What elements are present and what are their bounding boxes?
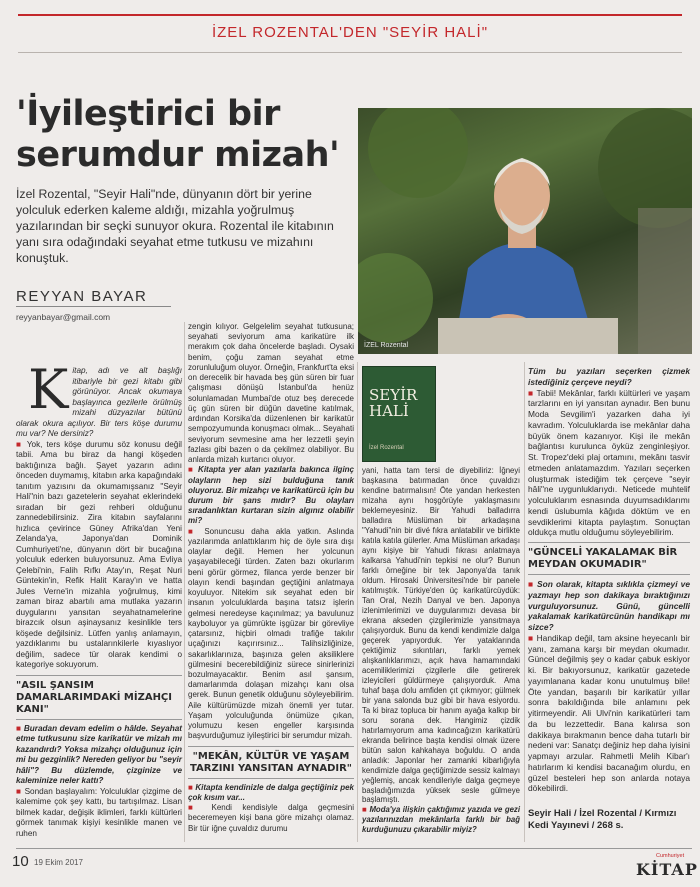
footer-divider <box>16 848 692 849</box>
answer-bullet-icon: ■ <box>16 439 27 449</box>
article-headline: 'İyileştirici bir serumdur mizah' <box>16 94 340 175</box>
question-text: Kitapta kendinizle de dalga geçtiğiniz pek çok kısım var... <box>188 782 355 802</box>
question-bullet-icon: ■ <box>362 805 370 815</box>
photo-credit: İZEL Rozental <box>364 342 409 349</box>
article-column-1 <box>16 358 182 839</box>
column-divider <box>357 362 358 842</box>
question-text: Son olarak, kitapta sıklıkla çizmeyi ve yazmayı hep son dakikaya bıraktığınızı vurguluyorsunuz. Günü, güncelli yakalamak karikatürcünün handikapı mı sizce? <box>528 579 690 632</box>
supplement-logo: KİTAP <box>636 860 698 879</box>
question-bullet-icon: ■ <box>528 579 537 589</box>
answer-text: Sondan başlayalım: Yolculuklar çizgime de kalemime çok şey kattı, bu tartışılmaz. Lisan bilmek kadar, değişik iklimleri, farklı kültürleri görmek tanımak kişiyi kesinlikle manen ve ruhen <box>16 786 182 838</box>
answer-text: Yok, ters köşe durumu söz konusu değil tabii. Ama bu biraz da hangi köşeden baktığınıza bağlı. Şayet yazarın adını önceden duymamış, kitabın arka kapağındaki tanıtım yazısını da okumamışsanız "Seyir Hali"nin bazı gazetelerin seyahat eklerindeki sıradan bir gezi rehberi olduğunu zannedebilirsiniz. Zira kitabın sayfalarını hızlıca çevirince Güney Afrika'dan Yeni Zelanda'ya, Japonya'dan Dominik Cumhuriyeti'ne, dünyanın dört bir bucağına yolculuk ederken buluyorsunuz. Ama Evliya Çelebi'nin, Falih Rıfkı Atay'ın, Reşat Nuri Güntekin'in, Refik Halit Karay'ın ve hatta Jules Verne'in mizahla yoğrulmuş, kimi zaman biraz abartılı ama mutlaka yazarın duygularını yansıtan seyahatnamelerine birazcık olsun aşinaysanız kesinlikle ters köşede değilsiniz. Lütfen yanlış anlamayın, yazdıklarımı bu ustalarınkilerle kıyaslıyor değilim, sadece tür olarak kendimi o kategoriye sokuyorum. <box>16 439 182 669</box>
question-bullet-icon: ■ <box>16 723 24 733</box>
article-column-4 <box>528 366 690 794</box>
question-text: Moda'ya ilişkin çaktığımız yazıda ve gezi yazılarınızdan mekânlarla farklı bir bağ kurduğunuzu çıkarabilir miyiz? <box>362 805 520 835</box>
answer-text: Tabii! Mekânlar, farklı kültürleri ve yaşam tarzlarını en iyi yansıtan aynadır. Ben bunu Moda Sevgilim'i yazarken daha iyi kavradım. Yolculuklarda ise mekânlar daha büyük önem kazanıyor. Kişi ile mekân bağlantısı kurulunca öyküz zenginleşiyor. St. Tropez'deki plaj ortamını, mekânı tasvir etmeden anlatamazdım. Yazıları seçerken oluşturmak istediğim tek çerçeve "seyir hâli"ne uygunluklarıydı. Neticede muhtelif yolculuklarım esnasında duyumsadıklarımı kendi üslubumla kâğıda döktüm ve en sevdiklerimi kitapta paylaştım. Sonuçtan oldukça mutlu olduğumu söyleyebilirim. <box>528 387 690 538</box>
book-title-line-2: HALİ <box>369 402 409 420</box>
author-photo <box>358 108 692 354</box>
article-deck: İzel Rozental, "Seyir Hali"nde, dünyanın dört bir yerine yolculuk ederken kaleme aldığı, mizahla yoğrulmuş yazılarından bir seçki sunuyor okura. Rozental ile kitabının yanı sıra odağındaki seyahat etme tutkusu ve mizahını konuştuk. <box>16 187 334 265</box>
page-number: 10 <box>12 853 29 870</box>
issue-date: 19 Ekim 2017 <box>34 858 83 867</box>
book-cover-title <box>369 387 417 419</box>
answer-text: yani, hatta tam tersi de diyebiliriz: İğneyi başkasına batırmadan önce çuvaldızı kendine batırmalısın! Öte yandan herkesten mizaha aynı hoşgörüyle yaklaşmasını beklemeyesiniz. Bir Yahudi balladırra balladıra Müslüman bir arkadaşına "Yahudi"nin bir divé fıkra anlatabilir ve birlikte katıla katıla gülerler. Ama Müslüman arkadaşı aynı kişiye bir Yahudi fıkrası anlatmaya kalkarsa Yahudi'nin tepkisi ne olur? Bunun farklı örneğine bir tek Japonya'da tanık oldum. Hirosaki Üniversitesi'nde bir panele katılmıştık. Türkiye'den üç karikatürcüydük: Tan Oral, Nezih Danyal ve ben. Japonya izlenimlerimizi ve duygularımızı devasa bir ekrana akseden çizgilerimizle yansıtmaya çalışıyorduk. Bunu da kendi kendimizle dalga geçerek yapıyorduk. Yer yataklarında çektiğimiz sıkıntıları, farklı yemek alışkanlıklarımızı, açık hava hamamındaki acemiliklerimizi çizgilerle dile getirerek izleyicileri güldürmeye çalışıyorduk. Ama tuhaf başa dolu amfiden çıt çıkmıyor; gülmek bir yana salonda buz gibi bir hava esiyordu. Ta ki biraz topluca bir hanım ayağa kalkıp bir soru sorana dek. Hangimiz çizdik hatırlamıyorum ama kadıncağızın karikatürü ekranda belirince başta kendisi olmak üzere bütün salon kahkahaya boğuldu. O anda anladık: Japonlar her zamanki kibarlığıyla kendimizle dalga geçtiğimizde sessiz kalmayı yeğlemiş, ancak kendileriyle dalga geçmeye başladığımızda yüksek sesle gülmeye başlamıştı. <box>362 466 520 805</box>
byline-email[interactable]: reyyanbayar@gmail.com <box>16 312 111 322</box>
article-column-3 <box>362 466 520 835</box>
byline-divider <box>16 306 171 307</box>
answer-bullet-icon: ■ <box>188 803 212 813</box>
answer-text: Handikap değil, tam aksine heyecanlı bir yanı, zamana karşı bir meydan okumadır. Güncel değilmiş şey o kadar çabuk eskiyor ki. Bir bakıyorsunuz, karikatür gazetede yayımlanana kadar konu unutulmuş bile! Öte yandan, başarılı bir karikatür yıllar sonra bakıldığında bile anlamını pek yitirmeyendir. Ali Ulvi'nin karikatürleri tam da bu lezzettedir. Bana kalırsa son dakikaya bırakmanın bence daha tutarlı bir nedeni var: Sanatçı değiniz hep daha iyisini yapmayı arzular. Rahmetli Melih Kibar'ı hatırlarım ki kendisi bacanağım olurdu, en güzel besteleri hep son anlarda notaya dökebilirdi. <box>528 632 691 794</box>
answer-bullet-icon: ■ <box>528 387 537 398</box>
book-cover <box>362 366 436 462</box>
answer-bullet-icon: ■ <box>16 786 25 796</box>
subheading: "ASIL ŞANSIM DAMARLARIMDAKİ MİZAHÇI KANI" <box>16 675 182 720</box>
publisher-name: Cumhuriyet <box>656 853 685 859</box>
article-column-2 <box>188 322 354 834</box>
column-divider <box>524 362 525 842</box>
author-portrait-illustration <box>358 108 692 354</box>
header-divider <box>18 52 682 53</box>
section-header <box>18 14 682 48</box>
answer-bullet-icon: ■ <box>528 632 537 643</box>
answer-text: zengin kılıyor. Gelgelelim seyahat tutkusuna; seyahati seviyorum ama karikatüre ilk merakım çok daha öncelerde başladı. Oysaki benim, çoğu zaman seyahat etme zorunluluğum oluyor. Örneğin, Frankfurt'ta eksi on derecelik bir havada beş gün süren bir fuar çalışması dönüşü İstanbul'da henüz solunlamadan Mumbai'de otuz beş derecede üç gün süren bir düğün davetine katılmak, ardından Korsika'da düzenlenen bir karikatür sempozyumunda konuşmacı olmak... Seyahati seviyorum sevmesine ama her lezzetli şeyin fazlası gibi bazen o da çekilmez olabiliyor. Bu anlarda mizah kurtarıcı oluyor. <box>188 322 354 465</box>
question-text: Buradan devam edelim o hâlde. Seyahat etme tutkusunu size karikatür ve mizah mı kazandırdı? Yoksa mizahçı olduğunuz için mi bu gezginlik? Nereden geliyor bu "seyir hâli"? Bu düzlemde, çizginize ve kaleminize neler kattı? <box>16 723 182 785</box>
drop-cap: K <box>28 358 69 421</box>
answer-text: Kendi kendisiyle dalga geçmesini beceremeyen kişi bana göre mizahçı olamaz. Bir tür iğne çuvaldız durumu <box>188 803 354 833</box>
question-text: Tüm bu yazıları seçerken çizmek istediğiniz çerçeve neydi? <box>528 366 690 387</box>
byline-name: REYYAN BAYAR <box>16 288 148 305</box>
subheading: "MEKÂN, KÜLTÜR VE YAŞAM TARZINI YANSITAN AYNADIR" <box>188 746 354 779</box>
column-divider <box>184 322 185 842</box>
book-info: Seyir Hali / İzel Rozental / Kırmızı Kedi Yayınevi / 268 s. <box>528 808 677 831</box>
subheading: "GÜNCELİ YAKALAMAK BİR MEYDAN OKUMADIR" <box>528 542 690 575</box>
answer-text: Sonuncusu daha akla yatkın. Aslında yazılarımda anlattıklarım hiç de öyle sıra dışı olaylar değil. Hemen her yolcunun yaşayabileceği türden. Zaten bazı okurlarım beni görür görmez, filanca yerde benzer bir olayın kendi başından geçtiğini anlatmaya koyuluyor. Nitekim sık seyahat eden bir insanın yolculuklarda başına tatsız işlerin gelmesi neredeyse kaçınılmaz; ya bavulunuz kayboluyor ya gümrükte işgüzar bir görevliye çatarsınız, hiçbiri olmadı trafiğe takılır uçağınızı kaçırırsınız... Talihsizliğinize, sakarlıklarınıza, başınıza gelen aksiliklere gülmesini becerebildiğiniz sürece sinirlerinizi bozulmayacaktır. Benim asıl şansım, damarlarımda dolaşan mizahçı kanı olsa gerek. Bunun genetik olduğunu söyleyebilirim. Aile kültürümüzde mizah önemli yer tutar. Yaşam yolculuğunda önümüze çıkan, yolumuzu kesen engeller karşısında başvurduğumuz iyileştirici bir serumdur mizah. <box>188 526 355 741</box>
section-kicker: İZEL ROZENTAL'DEN "SEYİR HALİ" <box>211 24 489 41</box>
question-text: Kitapta yer alan yazılarla bakınca ilginç olayların hep sizi bulduğuna tanık oluyoruz. Bir mizahçı ve karikatürcü için bu durum bir şans mıdır? Bu olayları sıradanlıktan kurtaran sizin algınız olabilir mi? <box>188 465 354 526</box>
answer-bullet-icon: ■ <box>188 526 205 536</box>
book-title-line-1: SEYİR <box>369 386 418 404</box>
book-cover-author: İzel Rozental <box>369 445 404 451</box>
article-lede: itap, adı ve alt başlığı itibariyle bir gezi kitabı gibi görünüyor. Ancak okumaya başlayınca gezilerle örülmüş mizahi düzyazılar bütünü olarak okura açılıyor. Bir ters köşe durumu mu var? Ne dersiniz? <box>16 366 182 438</box>
question-bullet-icon: ■ <box>188 782 196 792</box>
question-bullet-icon: ■ <box>188 465 199 475</box>
